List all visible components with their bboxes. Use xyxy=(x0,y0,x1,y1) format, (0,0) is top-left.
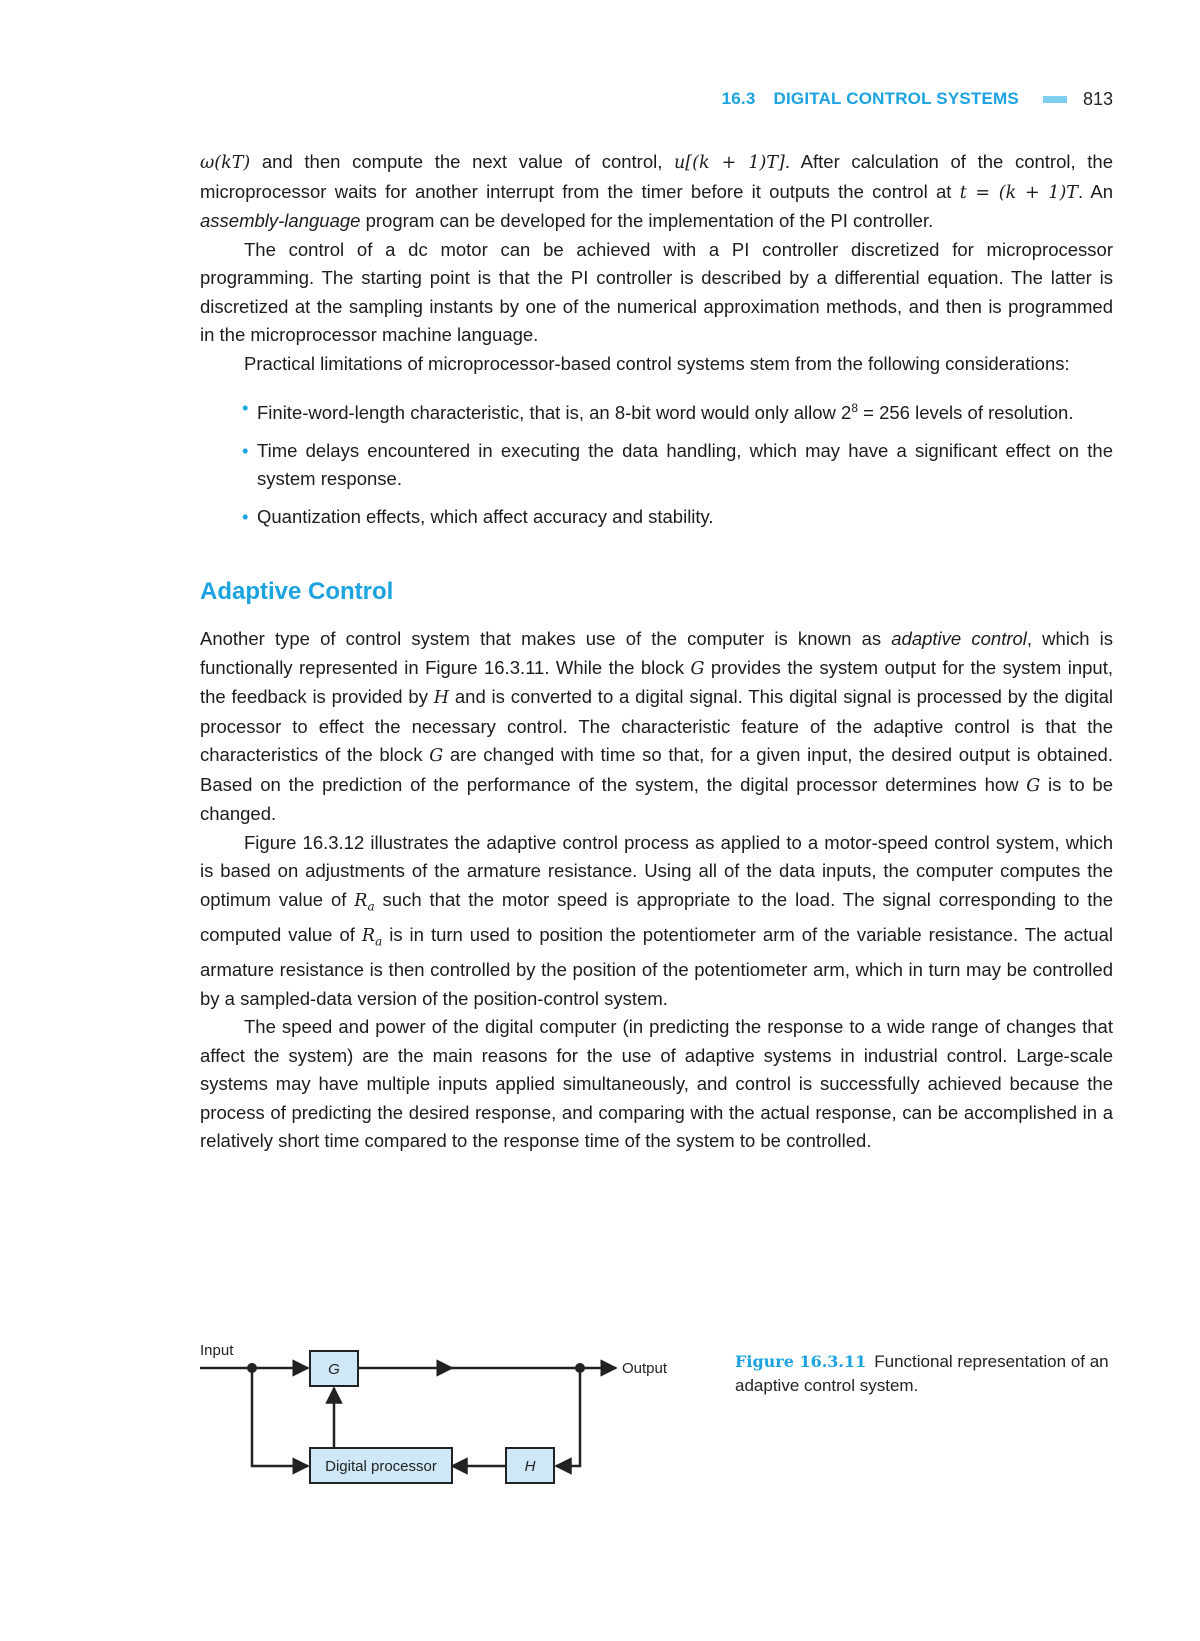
page-number: 813 xyxy=(1082,88,1113,109)
caption-text: Functional representation of an adaptive control system. xyxy=(735,1352,1109,1395)
h-block: H xyxy=(524,1458,536,1475)
paragraph-limitations: Practical limitations of microprocessor-based control systems stem from the following considerations: xyxy=(244,352,1070,374)
processor-block: Digital processor xyxy=(325,1458,437,1475)
paragraph-continued: ω(kT) and then compute the next value of control, u[(k + 1)T]. After calculation of the control, the microprocessor waits for another interrupt from the timer before it outputs the control at t = (k + 1)T. An assembly-language program can be developed for the implementation of the PI controller. xyxy=(200,151,1113,231)
list-item: • Quantization effects, which affect accuracy and stability. xyxy=(200,503,1113,532)
main-text xyxy=(200,148,1113,1156)
figure-caption xyxy=(735,1350,1115,1398)
list-item: • Finite-word-length characteristic, that is, an 8-bit word would only allow $2^8 = 256$ levels of resolution. xyxy=(200,394,1113,428)
paragraph-speed-power: The speed and power of the digital computer (in predicting the response to a wide range of changes that affect the system) are the main reasons for the use of adaptive systems in industrial control. Large-scale systems may have multiple inputs applied simultaneously, and control is successfully achieved because the process of predicting the desired response, and comparing with the actual response, can be accomplished in a relatively short time compared to the response time of the system to be controlled. xyxy=(200,1016,1113,1152)
emphasis-adaptive-control: adaptive control xyxy=(891,628,1027,650)
emphasis-assembly-language: assembly-language xyxy=(200,210,361,231)
list-item: • Time delays encountered in executing the data handling, which may have a significant effect on the system response. xyxy=(200,437,1113,494)
paragraph-motor-speed: Figure 16.3.12 illustrates the adaptive control process as applied to a motor-speed control system, which is based on adjustments of the armature resistance. Using all of the data inputs, the computer computes the optimum value of $R_a$ such that the motor speed is appropriate to the load. The signal corresponding to the computed value of $R_a$ is in turn used to position the potentiometer arm of the variable resistance. The actual armature resistance is then controlled by the position of the potentiometer arm, which in turn may be controlled by a sampled-data version of the position-control system. xyxy=(200,831,1113,1009)
paragraph-dc-motor: The control of a dc motor can be achieved with a PI controller discretized for microprocessor programming. The starting point is that the PI controller is described by a differential equation. The latter is discretized at the sampling instants by one of the numerical approximation methods, and then is programmed in the microprocessor machine language. xyxy=(200,238,1113,345)
paragraph-adaptive-intro: Another type of control system that makes use of the computer is known as adaptive control, which is functionally represented in Figure 16.3.11. While the block G provides the system output for the system input, the feedback is provided by H and is converted to a digital signal. This digital signal is processed by the digital processor to effect the necessary control. The characteristic feature of the adaptive control is that the characteristics of the block G are changed with time so that, for a given input, the desired output is obtained. Based on the prediction of the performance of the system, the digital processor determines how G is to be changed. xyxy=(200,628,1113,825)
feedback-to-h xyxy=(556,1368,580,1466)
limitations-list xyxy=(200,394,1113,531)
input-to-processor-arrow xyxy=(252,1368,308,1466)
math-u-k1t: u[(k + 1)T] xyxy=(674,153,785,173)
g-block: G xyxy=(328,1361,340,1378)
output-label: Output xyxy=(622,1360,668,1377)
input-label: Input xyxy=(200,1342,234,1359)
math-omega-kt: ω(kT) xyxy=(200,153,251,173)
header-chapter-title: DIGITAL CONTROL SYSTEMS xyxy=(773,89,1019,108)
running-header xyxy=(665,86,1113,112)
math-t-eq: t = (k + 1)T xyxy=(959,182,1078,203)
block-diagram xyxy=(200,1336,720,1516)
header-section-number: 16.3 xyxy=(721,89,756,108)
header-divider-bar xyxy=(1043,96,1067,103)
section-heading: Adaptive Control xyxy=(200,578,394,606)
figure-label: Figure 16.3.11 xyxy=(735,1352,867,1371)
